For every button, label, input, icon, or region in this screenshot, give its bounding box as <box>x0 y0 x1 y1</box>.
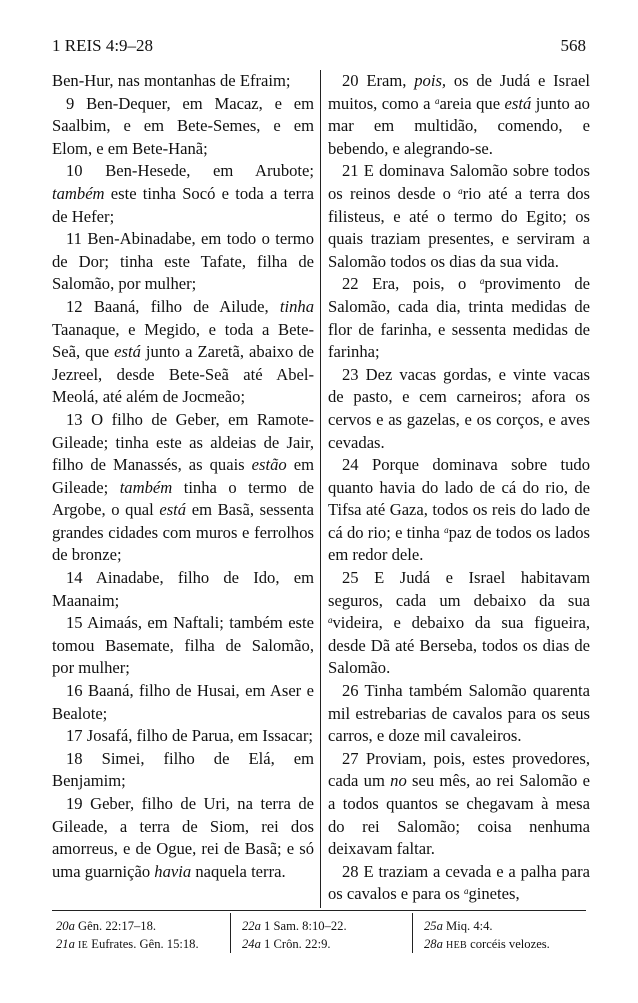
verse-22: 22 Era, pois, o $^a$provimento de Salomão, cada dia, trinta medidas de flor de farinha, e sessenta medidas de farinha; <box>328 274 590 362</box>
footnote-marker[interactable]: a <box>463 886 469 897</box>
verse-11: 11 Ben-Abinadabe, em todo o termo de Dor; tinha este Tafate, filha de Salomão, por mulher; <box>52 229 314 294</box>
footnote-divider <box>52 910 586 911</box>
verse-10: 10 Ben-Hesede, em Arubote; também este tinha Socó e toda a terra de Hefer; <box>52 161 314 226</box>
verse-20: 20 Eram, pois, os de Judá e Israel muitos, como a $^a$areia que está junto ao mar em multidão, comendo, e bebendo, e alegrando-se. <box>328 71 590 158</box>
verse-12: 12 Baaná, filho de Ailude, tinha Taanaque, e Megido, e toda a Bete-Seã, que está junto a Zaretã, abaixo de Jezreel, desde Bete-Seã até Abel-Meolá, até além de Jocmeão; <box>52 296 314 407</box>
verse-16: 16 Baaná, filho de Husai, em Aser e Bealote; <box>52 681 314 723</box>
footnote-entry: 28a HEB corcéis velozes. <box>424 937 550 951</box>
footnote-column-3 <box>424 917 550 955</box>
footnote-column-2 <box>242 917 347 953</box>
left-text-column <box>52 70 314 883</box>
verse-14: 14 Ainadabe, filho de Ido, em Maanaim; <box>52 568 314 610</box>
verse-19: 19 Geber, filho de Uri, na terra de Gileade, a terra de Siom, rei dos amorreus, e de Ogue, rei de Basã; e só uma guarnição havia naquela terra. <box>52 794 314 881</box>
footnote-entry: 21a IE Eufrates. Gên. 15:18. <box>56 937 199 951</box>
verse-25: 25 E Judá e Israel habitavam seguros, cada um debaixo da sua $^a$videira, e debaixo da sua figueira, desde Dã até Berseba, todos os dias de Salomão. <box>328 568 590 678</box>
footnote-column-1 <box>56 917 199 955</box>
footnote-entry: 24a 1 Crôn. 22:9. <box>242 937 331 951</box>
verse-24: 24 Porque dominava sobre tudo quanto havia do lado de cá do rio, de Tifsa até Gaza, todos os reis do lado de cá do rio; e tinha $^a$paz de todos os lados em redor dele. <box>328 455 590 565</box>
footnote-marker[interactable]: a <box>444 524 449 535</box>
footnote-column-divider <box>412 913 413 953</box>
footnote-entry: 25a Miq. 4:4. <box>424 919 493 933</box>
verse-26: 26 Tinha também Salomão quarenta mil estrebarias de cavalos para os seus carros, e doze mil cavaleiros. <box>328 681 590 746</box>
right-text-column <box>328 70 590 906</box>
verse-27: 27 Proviam, pois, estes provedores, cada um no seu mês, ao rei Salomão e a todos quantos se chegavam à mesa do rei Salomão; coisa nenhuma deixavam faltar. <box>328 748 590 859</box>
verse-9: 9 Ben-Dequer, em Macaz, e em Saalbim, e em Bete-Semes, e em Elom, e em Bete-Hanã; <box>52 93 314 158</box>
footnote-marker[interactable]: a <box>328 615 333 626</box>
verse-8-continuation: Ben-Hur, nas montanhas de Efraim; <box>52 71 291 90</box>
footnote-marker[interactable]: a <box>479 276 485 287</box>
footnote-marker[interactable]: a <box>458 185 463 196</box>
column-divider <box>320 70 321 908</box>
verse-15: 15 Aimaás, em Naftali; também este tomou Basemate, filha de Salomão, por mulher; <box>52 613 314 678</box>
verse-13: 13 O filho de Geber, em Ramote-Gileade; tinha este as aldeias de Jair, filho de Manassés, as quais estão em Gileade; também tinha o termo de Argobe, o qual está em Basã, sessenta grandes cidades com muros e ferrolhos de bronze; <box>52 409 315 565</box>
footnote-column-divider <box>230 913 231 953</box>
footnote-entry: 22a 1 Sam. 8:10–22. <box>242 919 347 933</box>
verse-18: 18 Simei, filho de Elá, em Benjamim; <box>52 748 314 791</box>
footnote-marker[interactable]: a <box>434 95 440 106</box>
chapter-reference: 1 REIS 4:9–28 <box>52 36 154 55</box>
verse-21: 21 E dominava Salomão sobre todos os reinos desde o $^a$rio até a terra dos filisteus, e até o termo do Egito; os quais traziam presentes, e serviram a Salomão todos os dias da sua vida. <box>328 161 590 271</box>
verse-23: 23 Dez vacas gordas, e vinte vacas de pasto, e cem carneiros; afora os cervos e as gazelas, e os corços, e aves cevadas. <box>328 364 590 452</box>
page-header <box>52 36 586 60</box>
verse-28: 28 E traziam a cevada e a palha para os cavalos e para os $^a$ginetes, <box>328 861 590 904</box>
verse-17: 17 Josafá, filho de Parua, em Issacar; <box>66 726 313 746</box>
footnote-entry: 20a Gên. 22:17–18. <box>56 919 157 933</box>
scripture-page <box>52 0 590 1003</box>
page-number: 568 <box>560 36 586 55</box>
